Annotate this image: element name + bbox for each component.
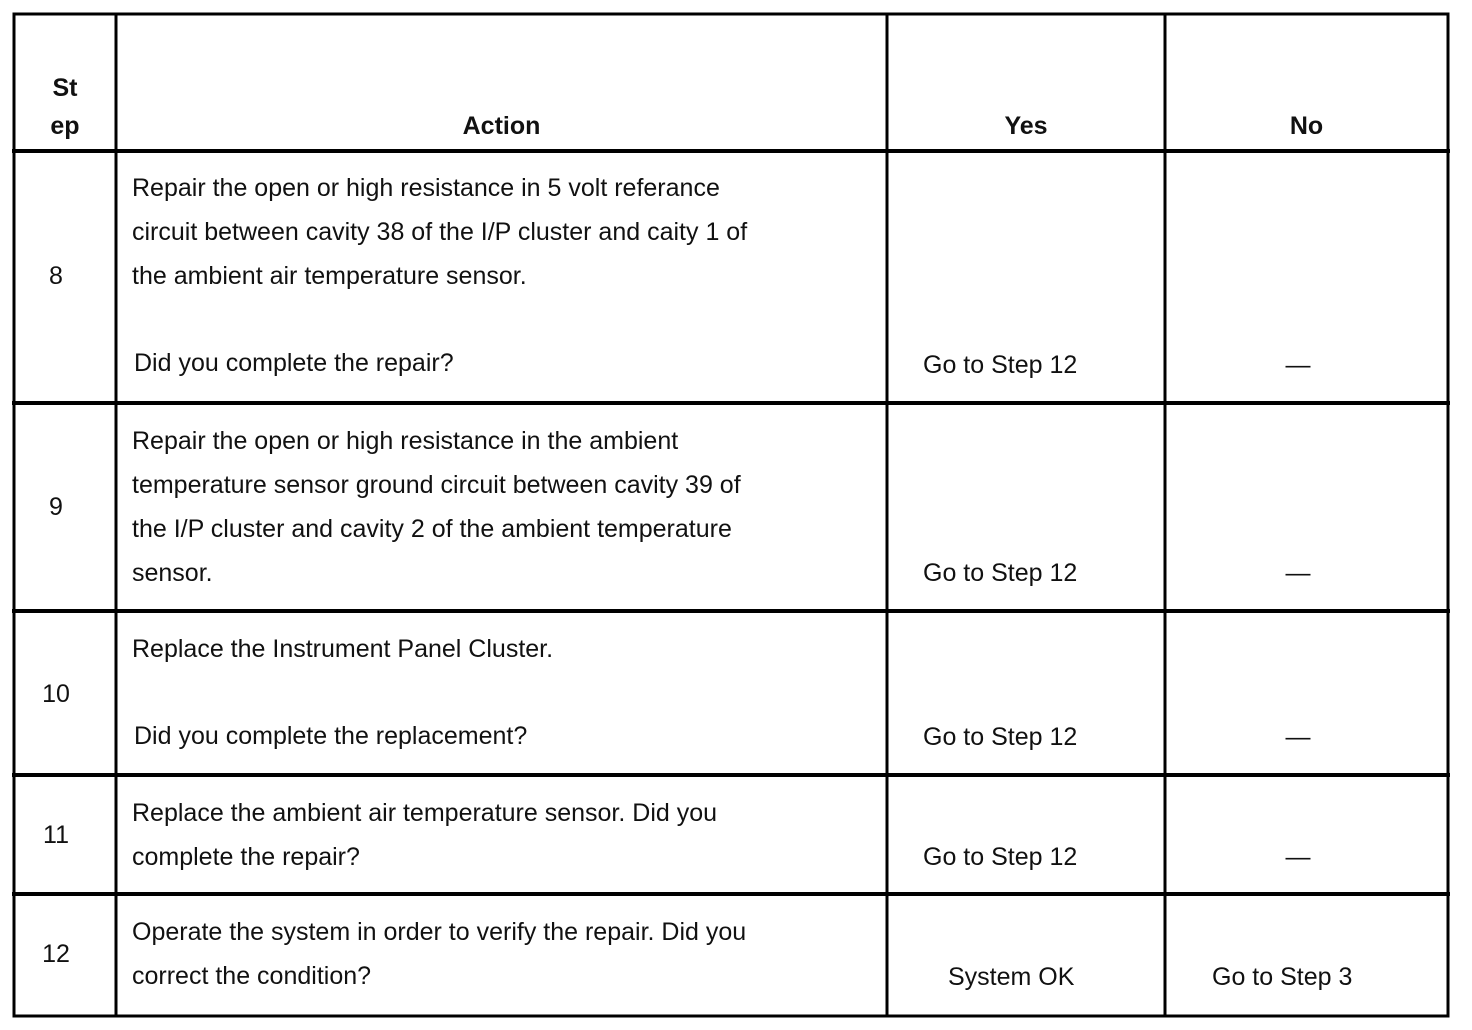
no-cell: — xyxy=(1285,723,1311,751)
step-number: 11 xyxy=(43,821,69,849)
step-number: 9 xyxy=(49,493,63,521)
yes-cell: Go to Step 12 xyxy=(923,559,1078,587)
no-cell: — xyxy=(1285,351,1311,379)
action-text: Repair the open or high resistance in 5 volt referance circuit between cavity 38 of the I/P cluster and caity 1 of the ambient air temperature sensor. xyxy=(132,174,748,290)
step-number: 8 xyxy=(49,262,63,290)
header-no: No xyxy=(1289,112,1324,140)
action-question: Did you complete the repair? xyxy=(134,349,454,377)
action-text: Replace the ambient air temperature sensor. Did you complete the repair? xyxy=(132,799,718,871)
step-number: 10 xyxy=(42,680,70,708)
action-question: Did you complete the replacement? xyxy=(134,722,528,750)
action-text: Replace the Instrument Panel Cluster. xyxy=(132,635,554,663)
yes-cell: Go to Step 12 xyxy=(923,843,1078,871)
header-yes: Yes xyxy=(1004,112,1048,140)
action-text: Repair the open or high resistance in the ambient temperature sensor ground circuit between cavity 39 of the I/P cluster and cavity 2 of the ambient temperature sensor. xyxy=(132,427,741,587)
yes-cell: Go to Step 12 xyxy=(923,351,1078,379)
yes-cell: System OK xyxy=(948,963,1075,991)
step-number: 12 xyxy=(42,940,70,968)
yes-cell: Go to Step 12 xyxy=(923,723,1078,751)
header-action: Action xyxy=(462,112,541,140)
action-text: Operate the system in order to verify the repair. Did you correct the condition? xyxy=(132,918,747,990)
no-cell: — xyxy=(1285,843,1311,871)
no-cell: — xyxy=(1285,559,1311,587)
header-step: St ep xyxy=(50,74,80,140)
no-cell: Go to Step 3 xyxy=(1212,963,1353,991)
